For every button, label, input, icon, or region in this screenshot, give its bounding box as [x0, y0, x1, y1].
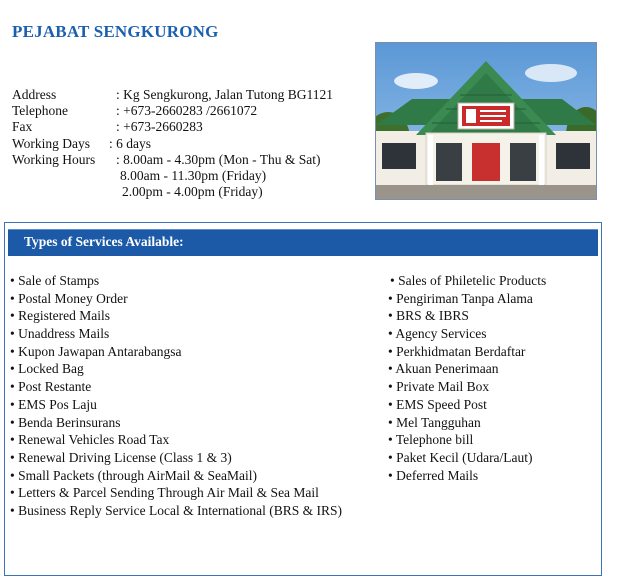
working-hours-friday-pm: 2.00pm - 4.00pm (Friday) [122, 184, 263, 200]
working-hours-label: Working Hours [12, 151, 96, 167]
list-item: • Locked Bag [10, 361, 84, 377]
list-item: • Renewal Driving License (Class 1 & 3) [10, 449, 232, 465]
services-header-title: Types of Services Available: [24, 234, 184, 249]
list-item: • Mel Tangguhan [388, 414, 481, 430]
list-item: • Telephone bill [388, 432, 474, 448]
page-title: PEJABAT SENGKURONG [12, 22, 219, 41]
post-office-photo [375, 42, 597, 200]
list-item: • Sale of Stamps [10, 273, 100, 288]
services-panel [4, 222, 602, 576]
list-item: • BRS & IBRS [388, 308, 469, 324]
list-item: • Unaddress Mails [10, 326, 110, 342]
list-item: • Sales of Philetelic Products [390, 273, 547, 288]
address-value: : Kg Sengkurong, Jalan Tutong BG1121 [116, 87, 334, 102]
list-item: • Deferred Mails [388, 467, 479, 483]
list-item: • Pengiriman Tanpa Alama [388, 290, 533, 306]
list-item: • Kupon Jawapan Antarabangsa [10, 343, 182, 359]
telephone-label: Telephone [12, 103, 69, 119]
services-list-right [388, 272, 546, 484]
list-item: • Agency Services [388, 326, 487, 342]
list-item: • Post Restante [10, 379, 92, 395]
list-item: • Small Packets (through AirMail & SeaMail) [10, 467, 257, 483]
list-item: • Akuan Penerimaan [388, 361, 499, 377]
services-header-bar [8, 229, 598, 256]
list-item: • Renewal Vehicles Road Tax [10, 432, 170, 448]
list-item: • Letters & Parcel Sending Through Air Mail & Sea Mail [10, 485, 319, 501]
address-label: Address [12, 87, 57, 102]
list-item: • Postal Money Order [10, 290, 128, 306]
list-item: • Registered Mails [10, 308, 110, 324]
list-item: • Paket Kecil (Udara/Laut) [388, 449, 533, 465]
list-item: • Private Mail Box [388, 379, 490, 395]
list-item: • Perkhidmatan Berdaftar [388, 343, 526, 359]
services-list-left [10, 272, 342, 520]
fax-label: Fax [12, 119, 33, 135]
working-days-value: : 6 days [109, 135, 151, 151]
list-item: • EMS Speed Post [388, 396, 487, 412]
post-office-building-image [376, 43, 596, 199]
telephone-value: : +673-2660283 /2661072 [116, 103, 258, 119]
list-item: • Benda Berinsurans [10, 414, 121, 430]
working-hours-friday-am: 8.00am - 11.30pm (Friday) [120, 167, 267, 183]
list-item: • EMS Pos Laju [10, 396, 97, 412]
fax-value: : +673-2660283 [116, 119, 203, 135]
list-item: • Business Reply Service Local & International (BRS & IRS) [10, 502, 343, 518]
working-days-label: Working Days [12, 135, 91, 151]
working-hours-value: : 8.00am - 4.30pm (Mon - Thu & Sat) [116, 151, 321, 167]
